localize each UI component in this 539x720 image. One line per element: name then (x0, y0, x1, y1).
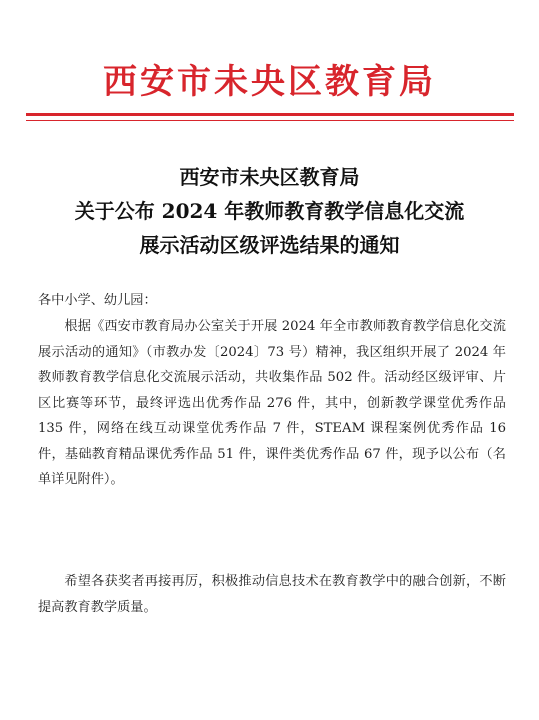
body-paragraph-2: 希望各获奖者再接再厉，积极推动信息技术在教育教学中的融合创新，不断提高教育教学质量。 (38, 574, 506, 615)
notice-title-line-3: 展示活动区级评选结果的通知 (139, 233, 400, 257)
body-paragraph-1: 根据《西安市教育局办公室关于开展 2024 年全市教师教育教学信息化交流展示活动的通知》（市教办发〔2024〕73 号）精神，我区组织开展了 2024 年教师教育教学信息化交流展示活动，共收集作品 502 件。活动经区级评审、片区比赛等环节，最终评选出优秀作品 276 件，其中，创新教学课堂优秀作品 135 件，网络在线互动课堂优秀作品 7 件，STEAM 课程案例优秀作品 16 件，基础教育精品课优秀作品 51 件，课件类优秀作品 67 件，现予以公布（名单详见附件）。 (38, 319, 506, 487)
letterhead-rule-thick (26, 113, 514, 116)
notice-title-line-2: 关于公布 2024 年教师教育教学信息化交流 (74, 199, 465, 223)
salutation: 各中小学、幼儿园： (38, 293, 157, 308)
letterhead-rule-thin (26, 120, 514, 121)
notice-title-line-1: 西安市未央区教育局 (179, 165, 360, 189)
letterhead-title: 西安市未央区教育局 (103, 62, 436, 102)
